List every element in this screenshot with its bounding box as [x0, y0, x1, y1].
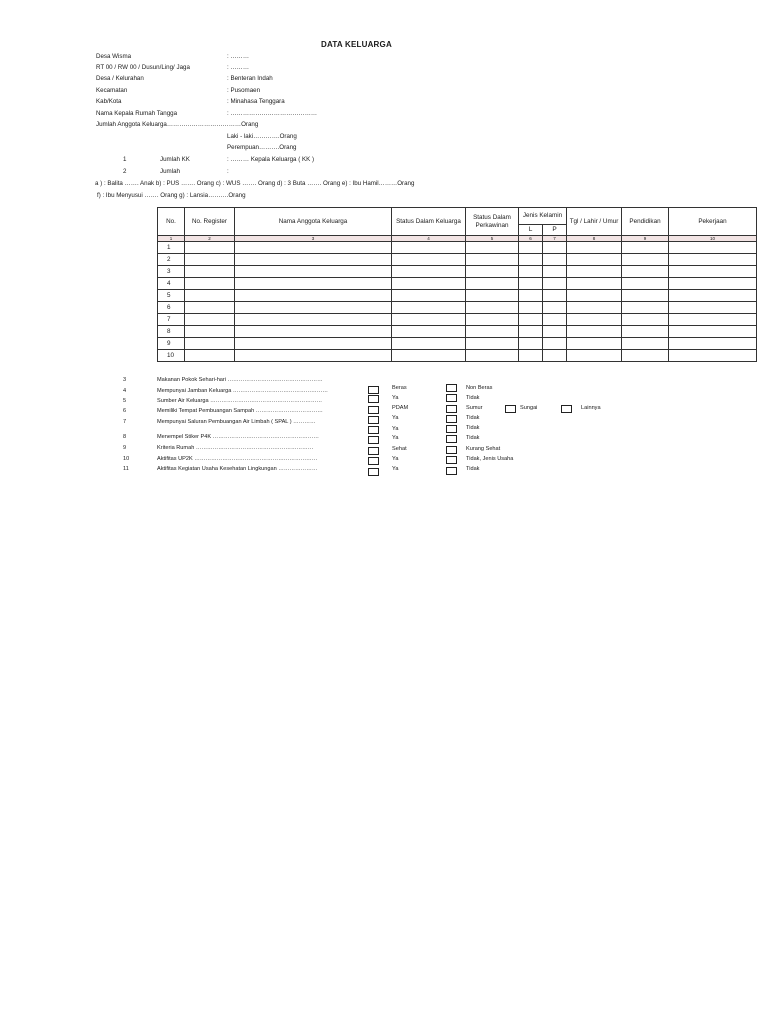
jumlah-label: Jumlah — [160, 168, 180, 175]
option-label: Tidak — [466, 395, 480, 401]
checkbox[interactable] — [368, 395, 379, 403]
checklist-row — [0, 388, 768, 396]
table-cell[interactable] — [622, 290, 669, 302]
table-cell[interactable] — [567, 290, 622, 302]
checklist-num: 4 — [123, 388, 127, 394]
table-cell[interactable] — [622, 314, 669, 326]
table-cell[interactable] — [185, 290, 235, 302]
kk-num: 1 — [123, 156, 127, 163]
checkbox[interactable] — [368, 406, 379, 414]
checklist-row — [0, 434, 768, 442]
table-cell[interactable] — [543, 254, 567, 266]
info-value: : Minahasa Tenggara — [227, 98, 285, 105]
header-jenis-kelamin: Jenis Kelamin — [519, 208, 567, 225]
row-number: 2 — [158, 254, 185, 266]
info-value: : ……… — [227, 53, 250, 60]
checklist-num: 5 — [123, 398, 127, 404]
option-label: Ya — [392, 426, 399, 432]
table-cell[interactable] — [622, 254, 669, 266]
option-label: PDAM — [392, 405, 409, 411]
table-cell[interactable] — [185, 326, 235, 338]
checkbox[interactable] — [368, 447, 379, 455]
table-cell[interactable] — [622, 326, 669, 338]
checkbox[interactable] — [561, 405, 572, 413]
option-label: Ya — [392, 435, 399, 441]
table-cell[interactable] — [392, 326, 466, 338]
kk-value: : ……… Kepala Keluarga ( KK ) — [227, 156, 315, 163]
table-cell[interactable] — [622, 266, 669, 278]
table-cell[interactable] — [466, 314, 519, 326]
table-cell[interactable] — [519, 314, 543, 326]
table-cell[interactable] — [185, 302, 235, 314]
table-cell[interactable] — [669, 242, 757, 254]
header-pendidikan: Pendidikan — [622, 208, 669, 236]
info-label: Kab/Kota — [96, 98, 122, 105]
checkbox[interactable] — [368, 436, 379, 444]
info-value: : Pusomaen — [227, 87, 261, 94]
checkbox[interactable] — [446, 405, 457, 413]
checkbox[interactable] — [368, 386, 379, 394]
table-cell[interactable] — [519, 290, 543, 302]
table-cell[interactable] — [669, 266, 757, 278]
option-label: Ya — [392, 395, 399, 401]
table-cell[interactable] — [519, 278, 543, 290]
table-cell[interactable] — [622, 302, 669, 314]
checklist-label: Memiliki Tempat Pembuangan Sampah ……………………………… — [157, 408, 323, 414]
table-cell[interactable] — [567, 254, 622, 266]
checklist-label: Menempel Stiker P4K ………………………………………………… — [157, 434, 319, 440]
table-cell[interactable] — [543, 326, 567, 338]
table-row — [158, 278, 757, 290]
checklist-label: Mempunyai Saluran Pembuangan Air Limbah ( SPAL ) ………… — [157, 419, 316, 425]
table-row — [158, 326, 757, 338]
header-p: P — [543, 225, 567, 236]
table-cell[interactable] — [567, 242, 622, 254]
option-label: Sehat — [392, 446, 407, 452]
table-cell[interactable] — [185, 278, 235, 290]
table-cell[interactable] — [392, 278, 466, 290]
checkbox[interactable] — [368, 426, 379, 434]
checklist-num: 3 — [123, 377, 127, 383]
column-number: 4 — [392, 236, 466, 242]
option-label: Non Beras — [466, 385, 493, 391]
info-value: : Benteran Indah — [227, 75, 273, 82]
female-count: Perempuan……….Orang — [227, 144, 297, 151]
checklist-label: Kriteria Rumah ……………………………………………………… — [157, 445, 314, 451]
jumlah-value: : — [227, 168, 229, 175]
table-cell[interactable] — [392, 266, 466, 278]
option-label: Tidak — [466, 435, 480, 441]
column-number: 7 — [543, 236, 567, 242]
table-row — [158, 302, 757, 314]
checkbox[interactable] — [446, 384, 457, 392]
table-cell[interactable] — [235, 302, 392, 314]
table-cell[interactable] — [235, 266, 392, 278]
checklist-row — [0, 466, 768, 474]
column-number: 6 — [519, 236, 543, 242]
table-cell[interactable] — [669, 302, 757, 314]
table-cell[interactable] — [567, 266, 622, 278]
table-cell[interactable] — [669, 326, 757, 338]
column-number: 8 — [567, 236, 622, 242]
table-cell[interactable] — [519, 254, 543, 266]
table-cell[interactable] — [466, 278, 519, 290]
checklist-label: Makanan Pokok Sehari-hari …………………………………………… — [157, 377, 323, 383]
table-cell[interactable] — [466, 302, 519, 314]
checklist-row — [0, 398, 768, 406]
checkbox[interactable] — [446, 415, 457, 423]
kk-label: Jumlah KK — [160, 156, 190, 163]
checklist-num: 10 — [123, 456, 130, 462]
table-cell[interactable] — [466, 326, 519, 338]
table-cell[interactable] — [392, 290, 466, 302]
checklist-row — [0, 419, 768, 427]
categories-line-1: a ) : Balita ……. Anak b) : PUS ……. Orang c) : WUS ……. Orang d) : 3 Buta ……. Orang e) : Ibu Hamil………Orang — [95, 180, 415, 187]
table-cell[interactable] — [235, 338, 392, 350]
table-cell[interactable] — [235, 314, 392, 326]
table-row — [158, 350, 757, 362]
table-cell[interactable] — [519, 326, 543, 338]
info-label: Jumlah Anggota Keluarga………………………………Orang — [96, 121, 259, 128]
table-cell[interactable] — [543, 278, 567, 290]
table-cell[interactable] — [466, 266, 519, 278]
column-number: 3 — [235, 236, 392, 242]
table-cell[interactable] — [519, 266, 543, 278]
table-cell[interactable] — [466, 254, 519, 266]
checklist-label: Sumber Air Keluarga …………………………………………………… — [157, 398, 323, 404]
table-row — [158, 254, 757, 266]
column-number: 5 — [466, 236, 519, 242]
table-cell[interactable] — [392, 242, 466, 254]
column-number: 2 — [185, 236, 235, 242]
table-cell[interactable] — [392, 338, 466, 350]
table-cell[interactable] — [669, 278, 757, 290]
info-value: : …………………………………… — [227, 110, 318, 117]
table-cell[interactable] — [235, 350, 392, 362]
checklist-row — [0, 456, 768, 464]
row-number: 1 — [158, 242, 185, 254]
checklist-num: 6 — [123, 408, 127, 414]
row-number: 4 — [158, 278, 185, 290]
checkbox[interactable] — [368, 457, 379, 465]
option-label: Tidak, Jenis Usaha — [466, 456, 514, 462]
table-cell[interactable] — [669, 314, 757, 326]
table-cell[interactable] — [622, 338, 669, 350]
checkbox[interactable] — [446, 446, 457, 454]
table-cell[interactable] — [519, 338, 543, 350]
info-value: : ……… — [227, 64, 250, 71]
table-row — [158, 314, 757, 326]
info-label: Desa Wisma — [96, 53, 132, 60]
info-label: Kecamatan — [96, 87, 128, 94]
row-number: 9 — [158, 338, 185, 350]
option-label: Ya — [392, 415, 399, 421]
table-cell[interactable] — [466, 338, 519, 350]
table-cell[interactable] — [185, 242, 235, 254]
table-row — [158, 266, 757, 278]
table-cell[interactable] — [235, 290, 392, 302]
checklist-row — [0, 377, 768, 385]
table-cell[interactable] — [466, 290, 519, 302]
header-nama: Nama Anggota Keluarga — [235, 208, 392, 236]
option-label: Ya — [392, 456, 399, 462]
table-cell[interactable] — [392, 350, 466, 362]
table-cell[interactable] — [185, 338, 235, 350]
option-label: Tidak — [466, 425, 480, 431]
table-cell[interactable] — [235, 242, 392, 254]
checkbox[interactable] — [505, 405, 516, 413]
table-cell[interactable] — [567, 278, 622, 290]
table-cell[interactable] — [567, 350, 622, 362]
table-cell[interactable] — [567, 338, 622, 350]
row-number: 6 — [158, 302, 185, 314]
table-cell[interactable] — [235, 326, 392, 338]
table-cell[interactable] — [543, 290, 567, 302]
row-number: 5 — [158, 290, 185, 302]
table-cell[interactable] — [519, 302, 543, 314]
table-cell[interactable] — [543, 314, 567, 326]
table-cell[interactable] — [622, 350, 669, 362]
checkbox[interactable] — [368, 468, 379, 476]
family-members-table — [157, 207, 757, 362]
table-cell[interactable] — [185, 254, 235, 266]
header-register: No. Register — [185, 208, 235, 236]
info-label: RT 00 / RW 00 / Dusun/Ling/ Jaga — [96, 64, 190, 71]
checkbox[interactable] — [446, 394, 457, 402]
column-number: 10 — [669, 236, 757, 242]
checklist-num: 9 — [123, 445, 127, 451]
table-cell[interactable] — [235, 278, 392, 290]
table-cell[interactable] — [185, 314, 235, 326]
table-cell[interactable] — [543, 302, 567, 314]
table-cell[interactable] — [669, 290, 757, 302]
header-status-perkawinan: Status Dalam Perkawinan — [466, 208, 519, 236]
header-no: No. — [158, 208, 185, 236]
checklist-num: 11 — [123, 466, 129, 472]
table-cell[interactable] — [392, 254, 466, 266]
checklist-row — [0, 408, 768, 416]
table-cell[interactable] — [669, 254, 757, 266]
option-label: Sumur — [466, 405, 483, 411]
option-label: Kurang Sehat — [466, 446, 501, 452]
table-cell[interactable] — [669, 350, 757, 362]
table-cell[interactable] — [543, 242, 567, 254]
page-title: DATA KELUARGA — [321, 40, 392, 49]
table-cell[interactable] — [543, 350, 567, 362]
table-cell[interactable] — [235, 254, 392, 266]
checklist-label: Aktifitas Kegiatan Usaha Kesehatan Lingkungan ………………… — [157, 466, 318, 472]
option-label: Lainnya — [581, 405, 601, 411]
checklist-label: Aktifitas UP2K ………………………………………………………… — [157, 456, 318, 462]
table-cell[interactable] — [567, 302, 622, 314]
option-label: Ya — [392, 466, 399, 472]
row-number: 3 — [158, 266, 185, 278]
table-cell[interactable] — [567, 326, 622, 338]
table-row — [158, 338, 757, 350]
checkbox[interactable] — [446, 435, 457, 443]
table-cell[interactable] — [466, 350, 519, 362]
table-cell[interactable] — [519, 350, 543, 362]
table-cell[interactable] — [392, 302, 466, 314]
header-status-keluarga: Status Dalam Keluarga — [392, 208, 466, 236]
column-number: 9 — [622, 236, 669, 242]
header-l: L — [519, 225, 543, 236]
table-cell[interactable] — [185, 350, 235, 362]
male-count: Laki - laki………….Orang — [227, 133, 297, 140]
row-number: 10 — [158, 350, 185, 362]
header-pekerjaan: Pekerjaan — [669, 208, 757, 236]
header-tgl-lahir: Tgl / Lahir / Umur — [567, 208, 622, 236]
checklist-label: Mempunyai Jamban Keluarga …………………………………………… — [157, 388, 328, 394]
column-number: 1 — [158, 236, 185, 242]
table-cell[interactable] — [567, 314, 622, 326]
table-cell[interactable] — [669, 338, 757, 350]
checklist-num: 7 — [123, 419, 127, 425]
checkbox[interactable] — [446, 425, 457, 433]
checklist-num: 8 — [123, 434, 127, 440]
table-cell[interactable] — [543, 266, 567, 278]
checkbox[interactable] — [446, 467, 457, 475]
checkbox[interactable] — [446, 456, 457, 464]
checkbox[interactable] — [368, 416, 379, 424]
table-cell[interactable] — [543, 338, 567, 350]
table-cell[interactable] — [466, 242, 519, 254]
table-cell[interactable] — [519, 242, 543, 254]
categories-line-2: f) : Ibu Menyusui ……. Orang g) : Lansia……….Orang — [97, 192, 246, 199]
table-cell[interactable] — [622, 242, 669, 254]
info-label: Desa / Kelurahan — [96, 75, 144, 82]
checklist-row — [0, 445, 768, 453]
option-label: Sungai — [520, 405, 538, 411]
table-row — [158, 242, 757, 254]
table-cell[interactable] — [185, 266, 235, 278]
row-number: 7 — [158, 314, 185, 326]
table-cell[interactable] — [392, 314, 466, 326]
info-label: Nama Kepala Rumah Tangga — [96, 110, 178, 117]
jumlah-num: 2 — [123, 168, 127, 175]
table-cell[interactable] — [622, 278, 669, 290]
option-label: Beras — [392, 385, 407, 391]
option-label: Tidak — [466, 415, 480, 421]
row-number: 8 — [158, 326, 185, 338]
table-row — [158, 290, 757, 302]
option-label: Tidak — [466, 466, 480, 472]
